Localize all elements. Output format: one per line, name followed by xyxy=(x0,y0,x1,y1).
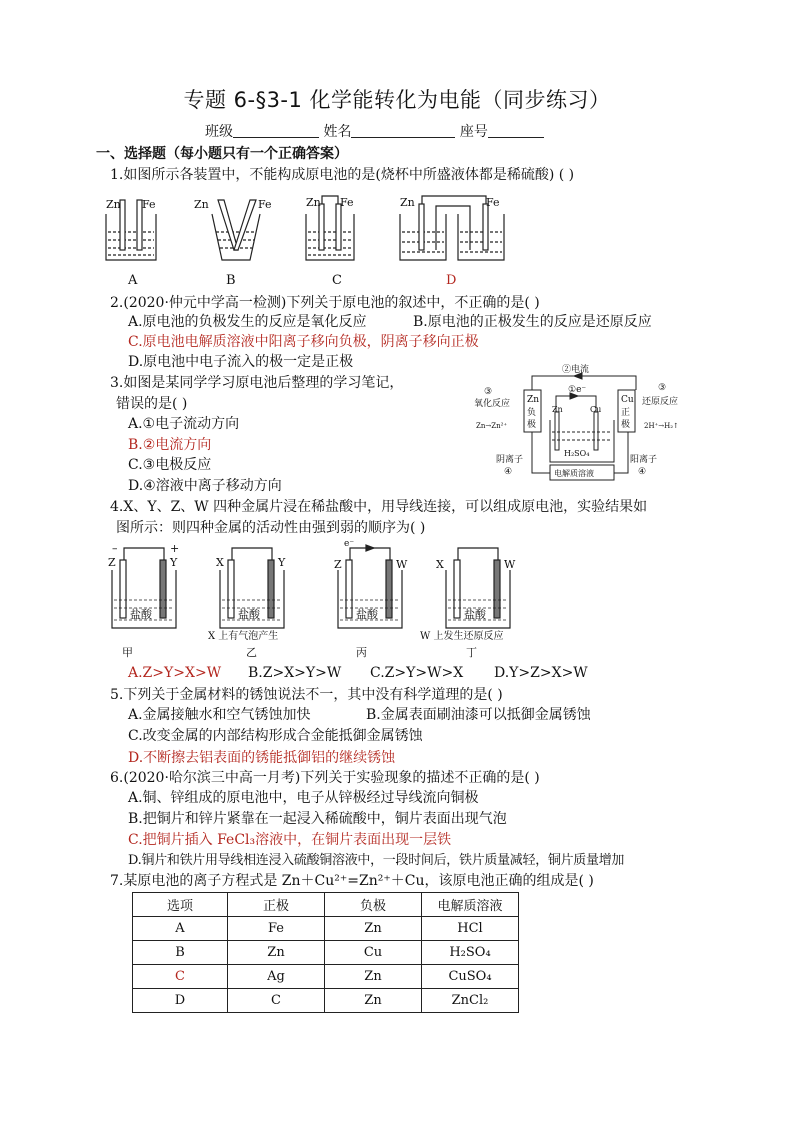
q4-jia-name: 甲 xyxy=(122,646,133,659)
svg-text:极: 极 xyxy=(621,420,631,430)
table-cell: ZnCl₂ xyxy=(422,989,519,1013)
q6-option-a[interactable]: A.铜、锌组成的原电池中，电子从锌极经过导线流向铜极 xyxy=(128,790,479,806)
q2-option-a[interactable]: A.原电池的负极发生的反应是氧化反应 xyxy=(128,314,367,330)
q1-a-beaker xyxy=(106,214,156,260)
q3-solution-label: 电解质溶液 xyxy=(554,469,594,478)
q1-a-fe-label: Fe xyxy=(142,198,156,211)
q4-option-b[interactable]: B.Z>X>Y>W xyxy=(248,665,342,681)
table-cell: Zn xyxy=(325,989,422,1013)
table-cell: D xyxy=(133,989,228,1013)
table-cell: Zn xyxy=(325,917,422,941)
q4-ding-left-label: X xyxy=(436,558,444,571)
q4-stem-2: 图所示：则四种金属的活动性由强到弱的顺序为( ) xyxy=(116,520,426,536)
table-cell: CuSO₄ xyxy=(422,965,519,989)
q4-yi-acid: 盐酸 xyxy=(238,608,260,621)
q1-option-b[interactable]: B xyxy=(226,273,236,288)
q6-stem: 6.(2020·哈尔滨三中高一月考)下列关于实验现象的描述不正确的是( ) xyxy=(110,770,540,786)
q1-a-zn-label: Zn xyxy=(106,198,121,211)
q1-c-beaker xyxy=(306,214,354,260)
q3-option-a[interactable]: A.①电子流动方向 xyxy=(128,416,240,432)
q4-ding-note: W 上发生还原反应 xyxy=(420,631,504,642)
q7-options-table xyxy=(132,892,519,1013)
q3-current-label: ②电流 xyxy=(562,365,590,375)
q6-option-b[interactable]: B.把铜片和锌片紧靠在一起浸入稀硫酸中，铜片表面出现气泡 xyxy=(128,811,507,827)
q4-bing-electron: e⁻ xyxy=(344,540,355,549)
q1-option-c[interactable]: C xyxy=(332,273,342,288)
q1-d-fe-label: Fe xyxy=(486,196,500,209)
q3-electron-label: ①e⁻ xyxy=(568,385,587,395)
svg-text:Zn: Zn xyxy=(527,395,540,405)
q1-c-zn-electrode xyxy=(319,204,324,250)
header-option: 选项 xyxy=(133,893,228,917)
q1-d-fe-electrode xyxy=(483,204,488,250)
q1-b-beaker xyxy=(212,214,260,260)
q4-stem-1: 4.X、Y、Z、W 四种金属片浸在稀盐酸中，用导线连接，可以组成原电池，实验结果如 xyxy=(110,499,648,515)
q3-stem-1: 3.如图是某同学学习原电池后整理的学习笔记， xyxy=(110,375,404,391)
q3-cation-label: 阳离子 xyxy=(630,455,658,465)
svg-text:③: ③ xyxy=(658,383,667,393)
q4-ding-acid: 盐酸 xyxy=(464,608,486,621)
q2-option-b[interactable]: B.原电池的正极发生的反应是还原反应 xyxy=(413,314,652,330)
q3-right-equation: 2H⁺→H₂↑ xyxy=(644,422,679,430)
table-cell: Zn xyxy=(228,941,325,965)
q2-option-d[interactable]: D.原电池中电子流入的极一定是正极 xyxy=(128,354,354,370)
svg-text:Cu: Cu xyxy=(590,405,602,414)
svg-text:正: 正 xyxy=(621,408,631,418)
header-electrolyte: 电解质溶液 xyxy=(422,893,519,917)
q1-b-fe-label: Fe xyxy=(258,198,272,211)
q3-option-c[interactable]: C.③电极反应 xyxy=(128,457,212,473)
svg-text:④: ④ xyxy=(504,467,513,477)
q4-bing-left-label: Z xyxy=(334,558,342,571)
q4-jia-minus: – xyxy=(112,542,118,555)
q1-b-zn-label: Zn xyxy=(194,198,209,211)
q5-option-d[interactable]: D.不断擦去铝表面的锈能抵御铝的继续锈蚀 xyxy=(128,750,396,766)
q5-stem: 5.下列关于金属材料的锈蚀说法不一，其中没有科学道理的是( ) xyxy=(110,687,503,703)
table-header-row xyxy=(133,893,519,917)
svg-text:Cu: Cu xyxy=(621,395,634,405)
table-row[interactable] xyxy=(133,989,519,1013)
q3-oxidation-label: 氧化反应 xyxy=(474,399,511,409)
q3-anion-label: 阴离子 xyxy=(496,455,524,465)
table-cell: Zn xyxy=(325,965,422,989)
class-blank[interactable] xyxy=(233,123,319,138)
svg-text:负: 负 xyxy=(527,408,537,418)
table-cell: HCl xyxy=(422,917,519,941)
q7-stem: 7.某原电池的离子方程式是 Zn＋Cu²⁺=Zn²⁺＋Cu，该原电池正确的组成是( ) xyxy=(110,873,594,889)
q4-option-d[interactable]: D.Y>Z>X>W xyxy=(494,665,588,681)
table-cell: A xyxy=(133,917,228,941)
q4-jia-acid: 盐酸 xyxy=(130,608,152,621)
header-positive: 正极 xyxy=(228,893,325,917)
q4-yi-note: X 上有气泡产生 xyxy=(208,631,279,642)
seat-blank[interactable] xyxy=(488,123,544,138)
q1-apparatus-figure xyxy=(100,192,520,292)
q3-acid-label: H₂SO₄ xyxy=(564,449,590,458)
q4-option-c[interactable]: C.Z>Y>W>X xyxy=(370,665,464,681)
table-cell: Ag xyxy=(228,965,325,989)
q2-stem: 2.(2020·仲元中学高一检测)下列关于原电池的叙述中，不正确的是( ) xyxy=(110,295,540,311)
q5-option-b[interactable]: B.金属表面刷油漆可以抵御金属锈蚀 xyxy=(366,707,591,723)
name-label: 姓名 xyxy=(323,124,352,140)
svg-text:极: 极 xyxy=(527,420,537,430)
q4-yi-left-label: X xyxy=(216,556,224,569)
q1-a-zn-electrode xyxy=(120,200,125,250)
table-cell: C xyxy=(133,965,228,989)
table-row[interactable] xyxy=(133,941,519,965)
q3-option-b[interactable]: B.②电流方向 xyxy=(128,437,212,453)
q3-option-d[interactable]: D.④溶液中离子移动方向 xyxy=(128,478,282,494)
table-row[interactable] xyxy=(133,965,519,989)
table-cell: Cu xyxy=(325,941,422,965)
table-row[interactable] xyxy=(133,917,519,941)
header-negative: 负极 xyxy=(325,893,422,917)
q1-option-d[interactable]: D xyxy=(446,273,457,288)
q1-d-right-beaker xyxy=(458,214,504,260)
q4-bing-right-label: W xyxy=(396,558,408,571)
q3-reduction-label: 还原反应 xyxy=(642,397,679,407)
q4-bing-name: 丙 xyxy=(356,646,367,659)
q4-cells-figure xyxy=(100,540,540,660)
table-cell: H₂SO₄ xyxy=(422,941,519,965)
q1-b-fe-electrode xyxy=(234,200,256,250)
q1-stem: 1.如图所示各装置中，不能构成原电池的是(烧杯中所盛液体都是稀硫酸) ( ) xyxy=(110,167,575,183)
q4-jia-left-label: Z xyxy=(108,556,116,569)
svg-text:④: ④ xyxy=(638,467,647,477)
q3-notes-diagram xyxy=(470,360,700,490)
svg-text:Zn: Zn xyxy=(552,405,563,414)
seat-label: 座号 xyxy=(459,124,488,140)
q3-left-equation: Zn→Zn²⁺ xyxy=(476,422,508,430)
student-info-line xyxy=(205,121,544,141)
q1-c-fe-label: Fe xyxy=(340,196,354,209)
q4-option-a[interactable]: A.Z>Y>X>W xyxy=(128,665,222,681)
q2-option-c[interactable]: C.原电池电解质溶液中阳离子移向负极，阴离子移向正极 xyxy=(128,334,479,350)
q4-jia-right-label: Y xyxy=(170,556,178,569)
table-cell: C xyxy=(228,989,325,1013)
section-heading: 一、选择题（每小题只有一个正确答案） xyxy=(96,146,348,162)
q1-d-zn-electrode xyxy=(419,204,424,250)
q4-bing-acid: 盐酸 xyxy=(356,608,378,621)
q4-yi-right-label: Y xyxy=(278,556,286,569)
q1-option-a[interactable]: A xyxy=(128,273,138,288)
q6-option-d[interactable]: D.铜片和铁片用导线相连浸入硫酸铜溶液中，一段时间后，铁片质量减轻，铜片质量增加 xyxy=(128,853,625,868)
q1-c-fe-electrode xyxy=(336,204,341,250)
q4-yi-name: 乙 xyxy=(246,646,257,659)
table-cell: Fe xyxy=(228,917,325,941)
q6-option-c[interactable]: C.把铜片插入 FeCl₃溶液中，在铜片表面出现一层铁 xyxy=(128,832,452,848)
class-label: 班级 xyxy=(205,124,233,140)
q4-ding-right-label: W xyxy=(504,558,516,571)
q4-ding-name: 丁 xyxy=(466,646,477,659)
page-title: 专题 6-§3-1 化学能转化为电能（同步练习） xyxy=(183,88,611,112)
q4-jia-plus: + xyxy=(170,542,180,555)
svg-text:③: ③ xyxy=(484,387,493,397)
q1-d-zn-label: Zn xyxy=(400,196,415,209)
q5-option-a[interactable]: A.金属接触水和空气锈蚀加快 xyxy=(128,707,311,723)
table-cell: B xyxy=(133,941,228,965)
q3-stem-2: 错误的是( ) xyxy=(116,396,188,412)
q5-option-c[interactable]: C.改变金属的内部结构形成合金能抵御金属锈蚀 xyxy=(128,728,423,744)
q1-b-zn-electrode xyxy=(218,200,238,250)
name-blank[interactable] xyxy=(351,123,455,138)
q1-c-zn-label: Zn xyxy=(306,196,321,209)
